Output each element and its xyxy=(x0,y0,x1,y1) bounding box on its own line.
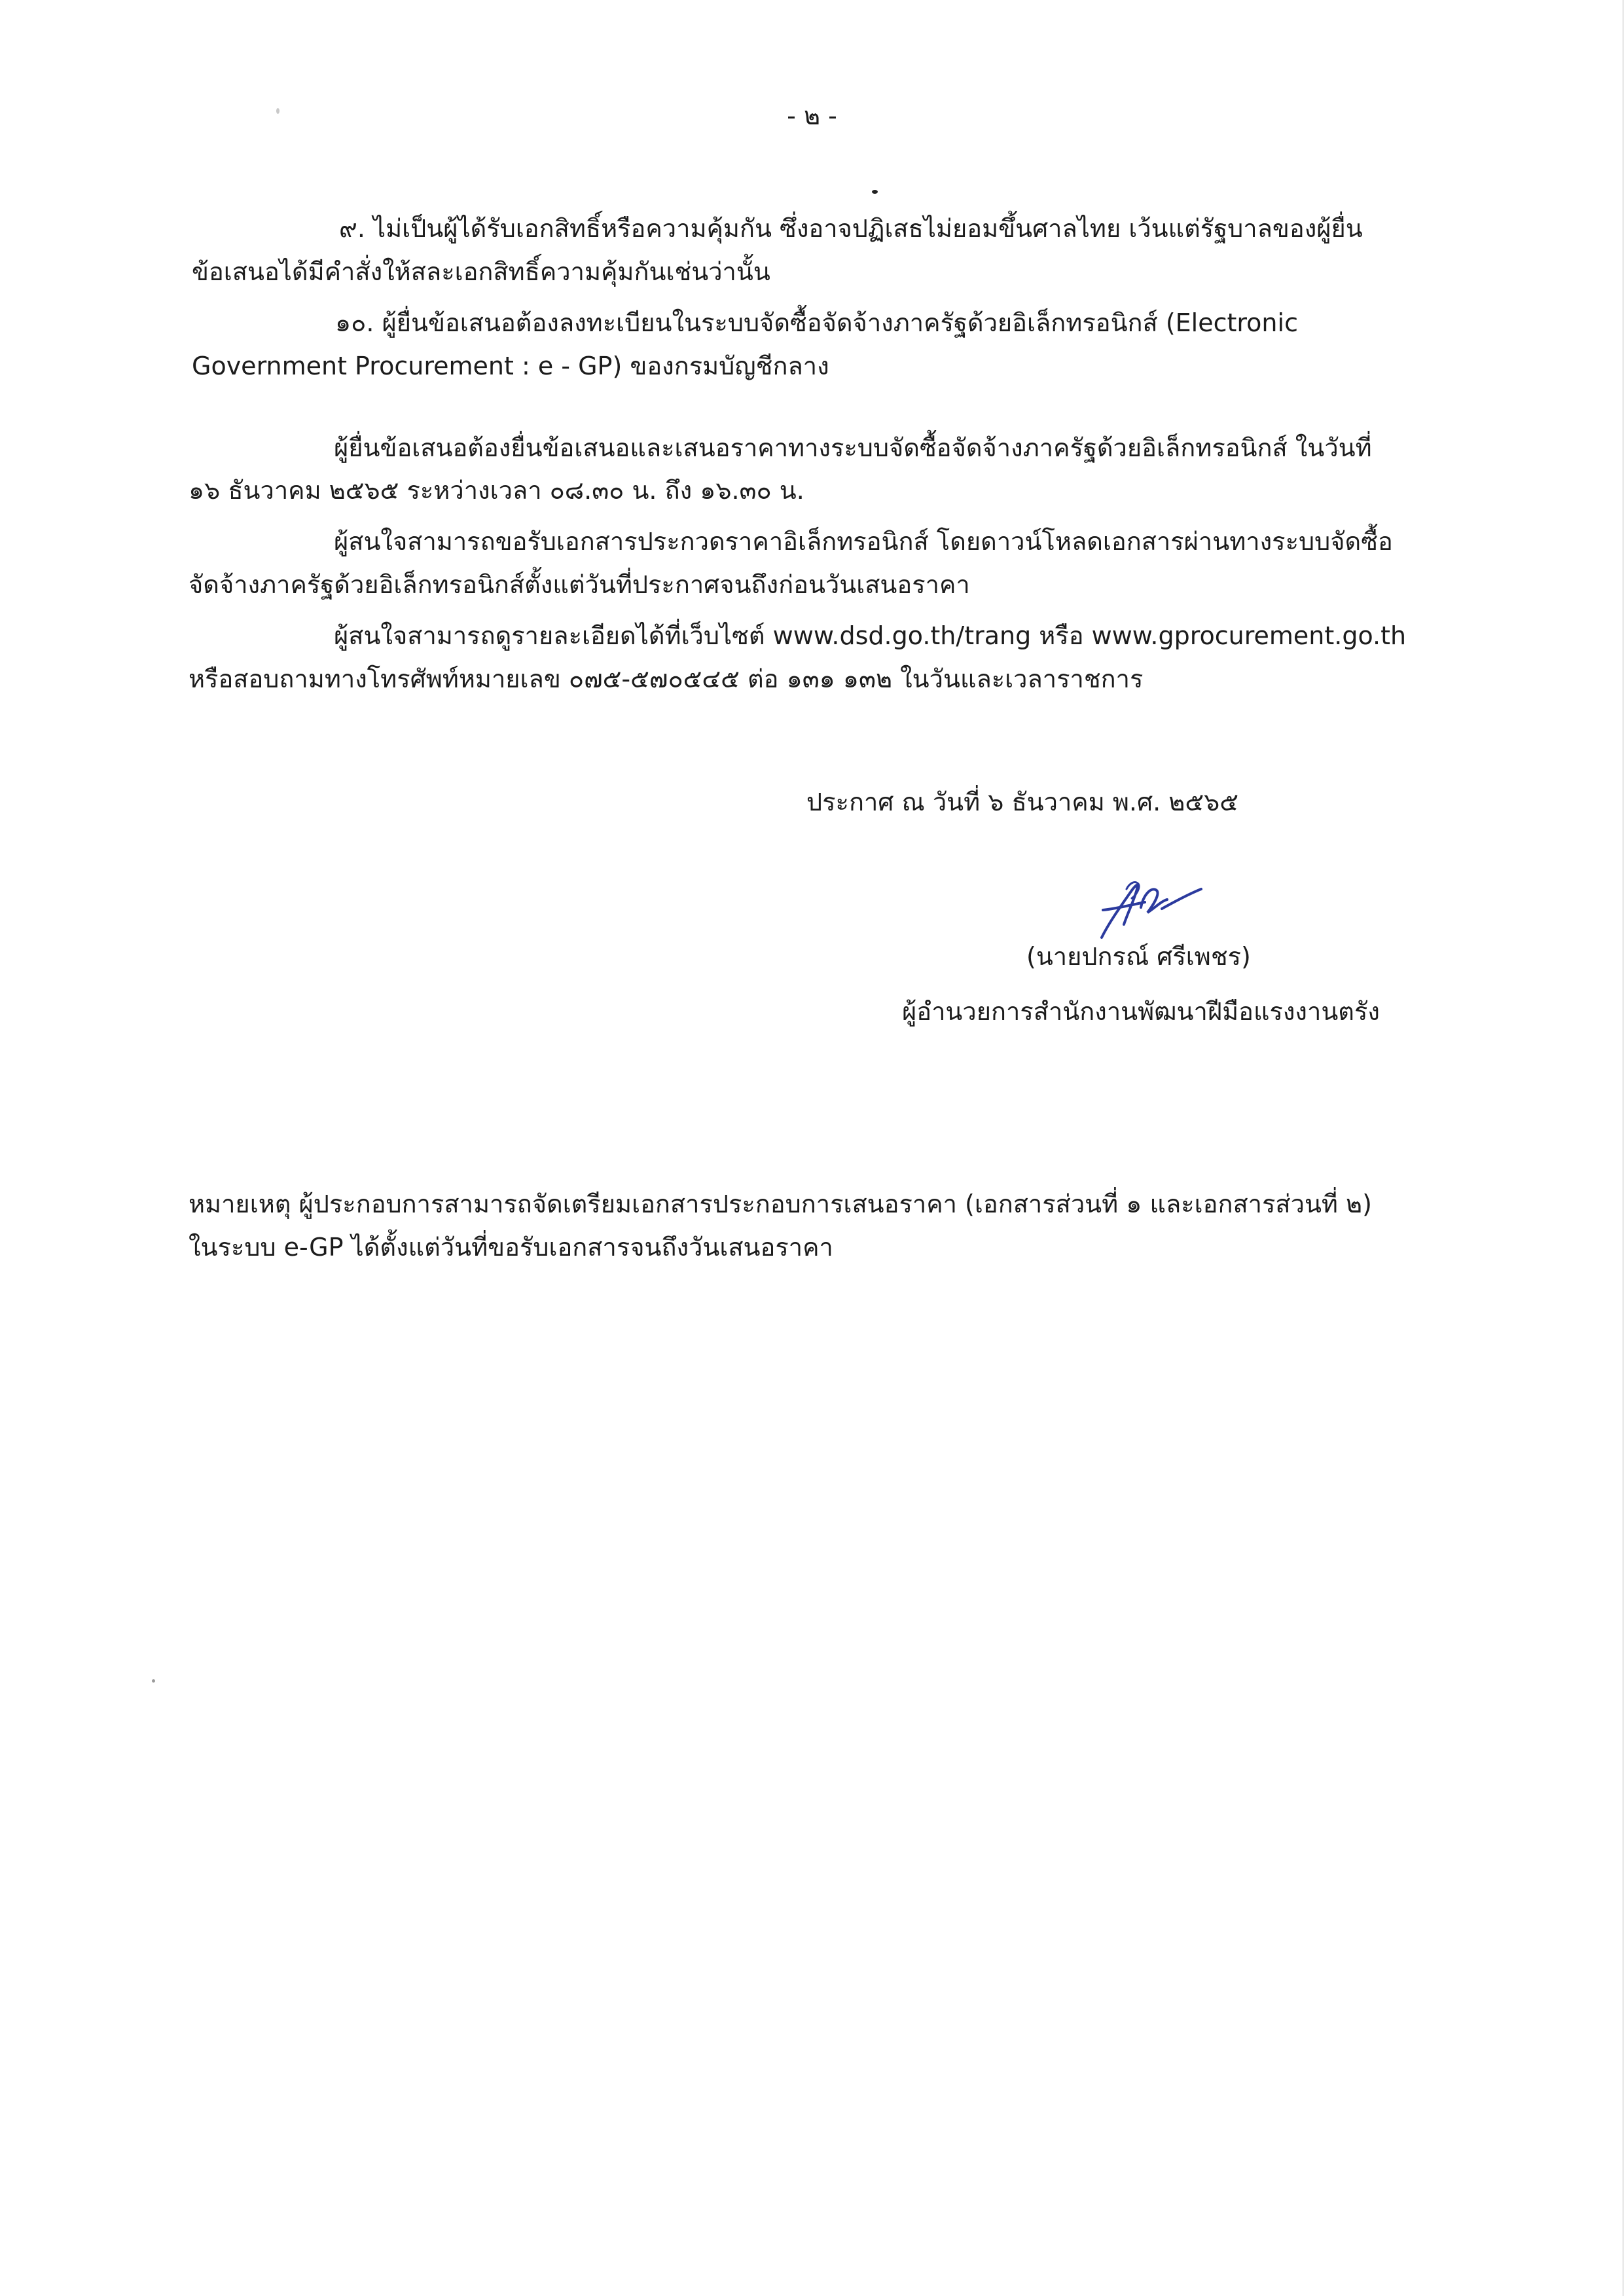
clause-9-line-1: ๙. ไม่เป็นผู้ได้รับเอกสิทธิ์หรือความคุ้มกัน ซึ่งอาจปฏิเสธไม่ยอมขึ้นศาลไทย เว้นแต่รัฐบาลของผู้ยื่น xyxy=(339,214,1363,243)
signatory-name: (นายปกรณ์ ศรีเพชร) xyxy=(1026,942,1251,971)
clause-10-line-2: Government Procurement : e - GP) ของกรมบัญชีกลาง xyxy=(192,352,829,380)
note-line-2: ในระบบ e-GP ได้ตั้งแต่วันที่ขอรับเอกสารจนถึงวันเสนอราคา xyxy=(189,1233,833,1262)
note-line-1: หมายเหตุ ผู้ประกอบการสามารถจัดเตรียมเอกสารประกอบการเสนอราคา (เอกสารส่วนที่ ๑ และเอกสารส่วนที่ ๒) xyxy=(189,1190,1372,1218)
submission-paragraph-line-2: ๑๖ ธันวาคม ๒๕๖๕ ระหว่างเวลา ๐๘.๓๐ น. ถึง ๑๖.๓๐ น. xyxy=(189,476,804,505)
page-number: - ๒ - xyxy=(787,101,837,130)
contact-paragraph-line-2: หรือสอบถามทางโทรศัพท์หมายเลข ๐๗๕-๕๗๐๕๔๕ ต่อ ๑๓๑ ๑๓๒ ในวันและเวลาราชการ xyxy=(189,665,1144,693)
clause-9-line-2: ข้อเสนอได้มีคำสั่งให้สละเอกสิทธิ์ความคุ้มกันเช่นว่านั้น xyxy=(192,257,770,286)
signatory-position: ผู้อำนวยการสำนักงานพัฒนาฝีมือแรงงานตรัง xyxy=(902,997,1380,1026)
submission-paragraph-line-1: ผู้ยื่นข้อเสนอต้องยื่นข้อเสนอและเสนอราคาทางระบบจัดซื้อจัดจ้างภาครัฐด้วยอิเล็กทรอนิกส์ ในวันที่ xyxy=(334,433,1372,462)
download-paragraph-line-1: ผู้สนใจสามารถขอรับเอกสารประกวดราคาอิเล็กทรอนิกส์ โดยดาวน์โหลดเอกสารผ่านทางระบบจัดซื้อ xyxy=(334,527,1393,556)
announcement-date: ประกาศ ณ วันที่ ๖ ธันวาคม พ.ศ. ๒๕๖๕ xyxy=(806,788,1238,816)
clause-10-line-1: ๑๐. ผู้ยื่นข้อเสนอต้องลงทะเบียนในระบบจัดซื้อจัดจ้างภาครัฐด้วยอิเล็กทรอนิกส์ (Electronic xyxy=(335,308,1298,337)
contact-paragraph-line-1: ผู้สนใจสามารถดูรายละเอียดได้ที่เว็บไซต์ www.dsd.go.th/trang หรือ www.gprocurement.go.th xyxy=(334,621,1407,650)
handwritten-signature xyxy=(1064,869,1214,948)
download-paragraph-line-2: จัดจ้างภาครัฐด้วยอิเล็กทรอนิกส์ตั้งแต่วันที่ประกาศจนถึงก่อนวันเสนอราคา xyxy=(189,570,970,599)
scan-speck xyxy=(872,190,878,194)
scan-speck xyxy=(152,1679,155,1683)
